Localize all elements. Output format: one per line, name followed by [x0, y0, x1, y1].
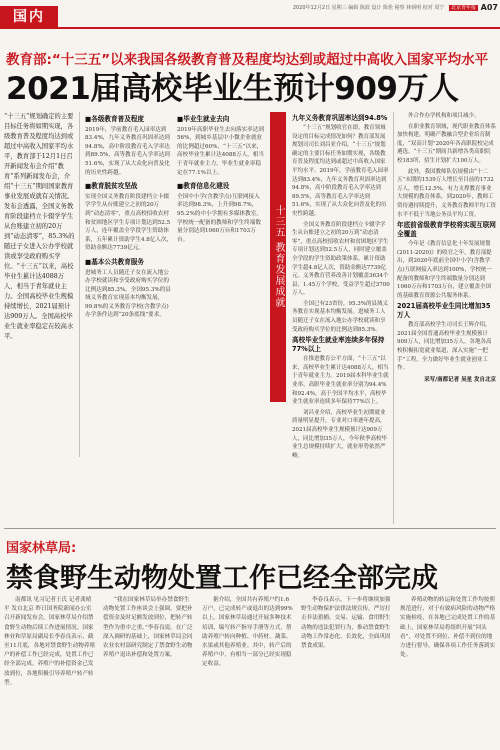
column-heading: 高校毕业生就业率连续多年保持77%以上: [292, 336, 385, 354]
paragraph: “十三五”规划收官在即，教育领域设定的目标完成情况如何？教育部发展规划司司长刘昌亚介绍，“十三五”规划确定的主要目标任务如期实现，各级教育普及程度均达到或超过中高收入国家平均水平。2019年，学前教育毛入园率达到83.4%，九年义务教育巩固率达到94.8%，高中阶段教育毛入学率达到89.5%，高等教育毛入学率达到51.6%，实现了从大众化向普及化的历史性跨越。: [292, 125, 389, 217]
page-header: [0, 0, 500, 26]
box-heading: ■教育脱贫攻坚战: [85, 182, 138, 191]
column-heading: 九年义务教育巩固率达到94.8%: [292, 114, 388, 122]
article2-headline: 禁食野生动物处置工作已经全部完成: [6, 563, 438, 594]
column-divider: [393, 112, 394, 524]
page-number: A07: [480, 3, 498, 12]
paragraph: 养殖动物的转运和处置工作均按照规范进行，对于有致病风险的动物严格实施检疫，在各地已完成处置工作的基础上，国家林草局将组织开展“回头看”，对处置不到位、补偿不到位的地方进行督导，确保各项工作任务落到实处。: [400, 597, 496, 659]
section-label: 国内: [0, 6, 58, 28]
article2-column-5: [400, 596, 496, 748]
article1-column-2: [397, 112, 496, 524]
paragraph: 此外，我国教师队伍规模由“十二五”末期的1539万人增长至目前的1732万人，增长12.5%，有力支撑教育事业大规模的教育体系，到2020年，教师工资待遇持续提升，义务教育教师平均工资水平不低于当地公务员平均工资。: [397, 168, 496, 218]
box-heading: ■各级教育普及程度: [85, 115, 144, 123]
paragraph: 在推进教育公平方面，“十三五”以来，高校毕业生累计达4088万人，相当于青年就业主力。2019届本科毕业生就业率、高职毕业生就业率分别为94.4%和92.4%，高于全国平均水平，高校毕业生就业率连续多年保持77%以上。: [292, 356, 389, 406]
article1-headline: 2021届高校毕业生预计909万人: [6, 71, 459, 107]
paragraph: 刘昌亚介绍，高校毕业生初期就业质量明显提升，专业对口率逐年提高，2021届高校毕业生规模预计达909万人，同比增加35万人，今年秋季高校毕业生总规模持续扩大，就业形势依然严峻。: [292, 409, 387, 459]
top-divider: [0, 27, 500, 29]
article2-column-4: [301, 596, 393, 748]
column-heading: 年底前省级教育学校将实现互联网全覆盖: [397, 221, 496, 239]
box-heading: ■基本公共教育服务: [85, 257, 144, 266]
paragraph: “我在国家林草局举办禁食野生动物处置工作座谈会上强调，要把补偿资金及时足额发放到位，把转产转型作为重中之重。”李春良说。在广泛深入调研的基础上，国家林草局会同农业农村部研究制定了禁食野生动物养殖户退出补偿和处置方案。: [103, 597, 193, 659]
column-heading: 2021届高校毕业生同比增加35万人: [397, 302, 491, 320]
paragraph: 据介绍，全国共有养殖户约1.6万户，已完成转产或退出的达到99%以上。国家林草局通过开展多种技术培训、编写转产指导手册等方式，帮助养殖户转向种植、中药材、蔬菜、水果或其他养殖业。其中，转产后的养殖户中，有相当一部分已经实现稳定收益。: [202, 597, 293, 668]
box-text: 全国中小学(含教学点)互联网接入率达到98.3%，上升到98.7%，95.2%的中小学拥有多媒体教室，学校统一配备的教师和学生终端数量分别达到1060万台和1703万台。: [177, 193, 262, 243]
article1-lead: “十三五”规划确定的主要目标任务将如期实现，各级教育普及程度均达到或超过中高收入国家平均水平，教育部于12月1日召开新闻发布会介绍“教育”系列新闻发布会，介绍“十三五”期间国家教育事业发展成就有关情况。发布会透露，全国义务教育阶段建档立卡辍学学生从台账建立初的20万到“动态清零”，85.3%的随迁子女进入公办学校就读或享受政府购买学位。“十三五”以来，高校毕业生累计达4088万人，相当于青年就业主力。全国高校毕业生规模持续增长，2021届预计达909万人。全国高校毕业生就业率稳定在较高水平。: [4, 113, 75, 340]
paragraph: 外合作办学机构和项目减少。: [408, 113, 480, 119]
box-text: 进城务工人员随迁子女在流入地公办学校就读和享受政府购买学位的比例达到85.3%。全国95.3%的县域义务教育实现基本均衡发展，99.8%的义务教育学校(含教学点)办学条件达到“20条底线”要求。: [85, 269, 171, 319]
box-text: 实现全国义务教育阶段建档立卡辍学学生从台账建立之初的20万到“动态清零”，重点高校招收农村和贫困地区学生专项计划达到52.5万人，连年覆盖全学段学生资助体系，五年累计资助学生4.8亿人次，资助金额达7739亿元。: [85, 193, 173, 252]
article-divider: [4, 528, 496, 529]
byline: 采写/南都记者 吴星 发自北京: [424, 376, 496, 383]
article2-column-3: [202, 596, 294, 748]
issue-info: 2020年12月2日 星期三 编辑 陈波 设计 陈伦 秘察 林炳明 校对 周宁: [292, 5, 445, 11]
article1-column-1: [292, 112, 390, 524]
paragraph: 李春良表示，下一步将继续加强野生动物保护法律法规宣传，严厉打击非法猎捕、交易、运输、食用野生动物的违法犯罪行为，推动禁食野生动物工作常态化、长效化，全面巩固禁食成果。: [301, 597, 391, 650]
paragraph: 全国已有23省份，95.3%的县域义务教育实现基本均衡发展。进城务工人员随迁子女在流入地公办学校就读和享受政府购买学位的比例达到85.3%。: [292, 300, 388, 333]
article2-subtitle: 国家林草局:: [6, 541, 77, 556]
vertical-banner: 十三五 教育发展成就: [270, 112, 286, 402]
box-text: 2019年高职毕业生去向落实率达到56%，到城乡基层中小微企业就业的比例超过60%，“十三五”以来，高校毕业生累计达4088万人，相当于青年就业主力，毕业生就业率稳定在77.1%以上。: [177, 126, 264, 176]
box-heading: ■教育信息化建设: [177, 182, 230, 191]
article1-subtitle: 教育部:“十三五”以来我国各级教育普及程度均达到或超过中高收入国家平均水平: [6, 52, 489, 68]
article2-column-1: [4, 596, 96, 748]
achievements-box-2: [177, 112, 265, 249]
issue-line: [293, 4, 478, 11]
paragraph: 今年是《教育信息化十年发展规划(2011-2020)》的收官之年，教育部提出，到2020年底前全国中小学(含教学点)互联网接入率达到100%，学校统一配备的教师和学生终端数量分别达到1060万台和1703万台，建立覆盖全国的基础教育资源公共服务体系。: [397, 241, 492, 299]
newspaper-badge: 北京青年报: [450, 5, 476, 11]
paragraph: 教育部高校学生司司长王辉介绍，2021届全国普通高校毕业生规模预计909万人，同比增加35万人。各地各高校积极拓宽就业渠道，深入实施“一把手”工程，全力做好毕业生就业创业工作。: [397, 322, 492, 372]
paragraph: 在职业教育领域，现代职业教育体系加快构建，明确产教融合型企业培育制度，“双高计划”2020年各高职院校完成遴选。“十三五”期间共新增各类高职院校183所，招生计划扩大100万人。: [397, 123, 496, 164]
box-text: 2019年，学前教育毛入园率达到83.4%，九年义务教育巩固率达到94.8%，高中阶段教育毛入学率达到89.5%，高等教育毛入学率达到51.6%，实现了从大众化向普及化的历史性跨越。: [85, 126, 170, 176]
paragraph: 南都讯 见习记者王氏 记者龚晴平 发自北京 昨日国务院新闻办公室召开新闻发布会，国家林草局介绍禁食野生动物后续工作进展情况。国家林业和草原局副局长李春良表示，截至11月底，各地对禁食野生动物养殖户的补偿工作已经完成，处置工作已经全部完成。养殖户的补偿资金已发放到位，各地积极引导养殖户转产转型。: [4, 597, 96, 686]
column-divider: [79, 112, 80, 457]
box-heading: ■毕业生就业去向: [177, 115, 230, 123]
paragraph: 全国义务教育阶段建档立卡辍学学生从台账建立之初的20万到“动态清零”，重点高校招收农村和贫困地区学生专项计划达到52.5万人，同时建立覆盖全学段的学生资助政策体系，累计资助学生超4.8亿人次，资助金额达7739亿元。义务教育营养改善计划覆盖3634个县，1.45万个学校，受益学生超过3700万人。: [292, 221, 390, 297]
achievements-box: [85, 112, 173, 325]
article2-column-2: [103, 596, 195, 748]
